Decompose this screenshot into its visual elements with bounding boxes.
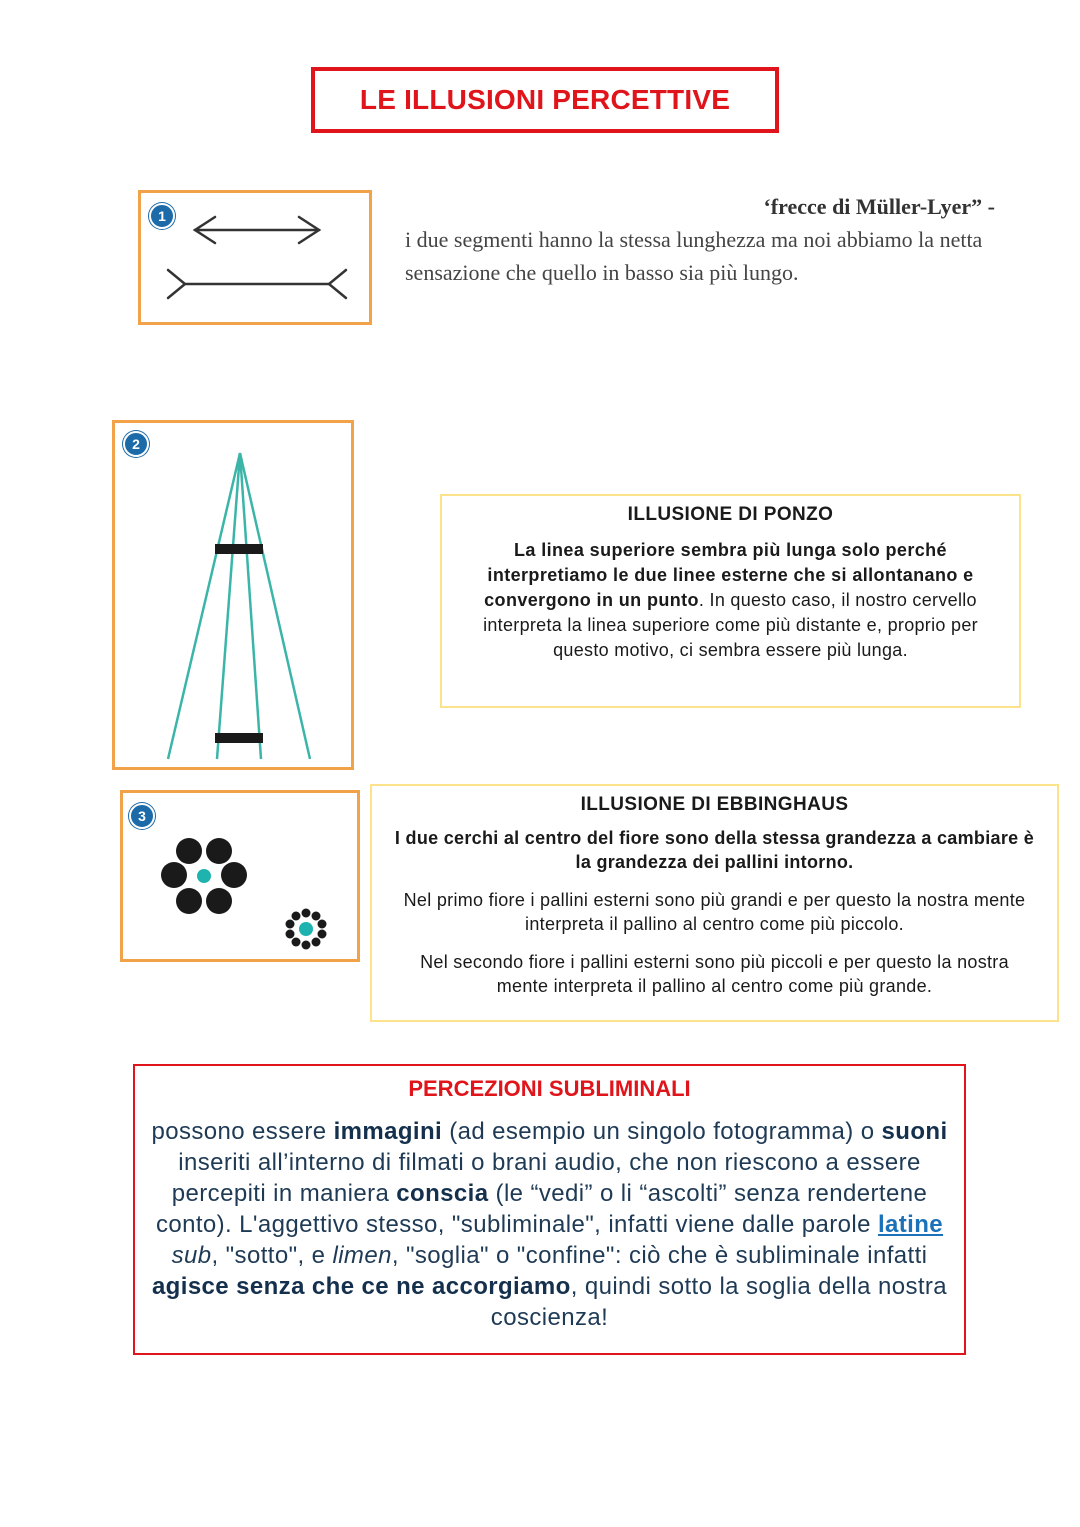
subliminal-text: inseriti all’interno di filmati o brani audio, che non riescono a essere percepiti in maniera	[171, 1149, 921, 1207]
figure-mueller-lyer	[138, 190, 372, 325]
bar-bottom	[215, 733, 263, 743]
figure-number-badge: 2	[123, 431, 149, 457]
mueller-title: ‘frecce di Müller-Lyer” -	[763, 194, 995, 219]
mueller-lyer-arrows	[141, 193, 369, 322]
ebbinghaus-textbox	[370, 784, 1059, 1022]
subliminal-text: (le “vedi” o li “ascolti” senza rendertene conto). L'aggettivo stesso, "subliminale", infatti viene dalle parole	[155, 1180, 928, 1238]
subliminal-text: (ad esempio un singolo fotogramma) o	[442, 1118, 882, 1145]
page-title-box	[311, 67, 779, 133]
bar-top	[215, 544, 263, 554]
ebbinghaus-paragraph-1: Nel primo fiore i pallini esterni sono più grandi e per questo la nostra mente interpreta il pallino al centro come più piccolo.	[403, 890, 1026, 934]
subliminal-text: , "sotto", e	[211, 1242, 333, 1269]
subliminal-bold: immagini	[333, 1118, 443, 1145]
ebbinghaus-paragraph-2: Nel secondo fiore i pallini esterni sono più piccoli e per questo la nostra mente interpreta il pallino al centro come più grande.	[420, 952, 1009, 996]
subliminal-body	[149, 1116, 950, 1333]
ponzo-heading: ILLUSIONE DI PONZO	[627, 504, 834, 525]
ebbinghaus-heading: ILLUSIONE DI EBBINGHAUS	[580, 794, 849, 815]
subliminal-text: , "soglia" o "confine": ciò che è subliminale infatti	[391, 1242, 928, 1269]
mueller-text: i due segmenti hanno la stessa lunghezza ma noi abbiamo la netta sensazione che quello in basso sia più lungo.	[405, 227, 983, 285]
fin-right	[329, 270, 346, 298]
figure-ponzo	[112, 420, 354, 770]
latine-link[interactable]: latine	[877, 1211, 944, 1238]
subliminal-italic: limen	[332, 1242, 392, 1269]
flower-small-center	[299, 922, 313, 936]
figure-number-badge: 1	[149, 203, 175, 229]
ponzo-lines	[115, 423, 351, 767]
mueller-caption	[405, 190, 995, 289]
ponzo-text: . In questo caso, il nostro cervello interpreta la linea superiore come più distante e, proprio per questo motivo, ci sembra essere più lunga.	[483, 590, 978, 660]
subliminal-bold: suoni	[881, 1118, 948, 1145]
ebbinghaus-bold-text: I due cerchi al centro del fiore sono della stessa grandezza a cambiare è la grandezza dei pallini intorno.	[394, 828, 1035, 872]
ponzo-paragraph	[470, 538, 991, 663]
subliminal-text: , quindi sotto la soglia della nostra coscienza!	[490, 1273, 948, 1331]
fin-left	[168, 270, 185, 298]
flower-large-center	[197, 869, 211, 883]
subliminal-text: possono essere	[151, 1118, 334, 1145]
figure-ebbinghaus	[120, 790, 360, 962]
subliminal-heading: PERCEZIONI SUBLIMINALI	[408, 1076, 691, 1101]
subliminal-italic: sub	[171, 1242, 212, 1269]
subliminal-box	[133, 1064, 966, 1355]
subliminal-bold: agisce senza che ce ne accorgiamo	[151, 1273, 571, 1300]
page-title: LE ILLUSIONI PERCETTIVE	[359, 84, 731, 115]
subliminal-bold: conscia	[396, 1180, 489, 1207]
ebbinghaus-flowers	[123, 793, 357, 959]
ponzo-textbox	[440, 494, 1021, 708]
ponzo-bold-text: La linea superiore sembra più lunga solo perché interpretiamo le due linee esterne che si allontanano e convergono in un punto	[484, 540, 974, 610]
figure-number-badge: 3	[129, 803, 155, 829]
